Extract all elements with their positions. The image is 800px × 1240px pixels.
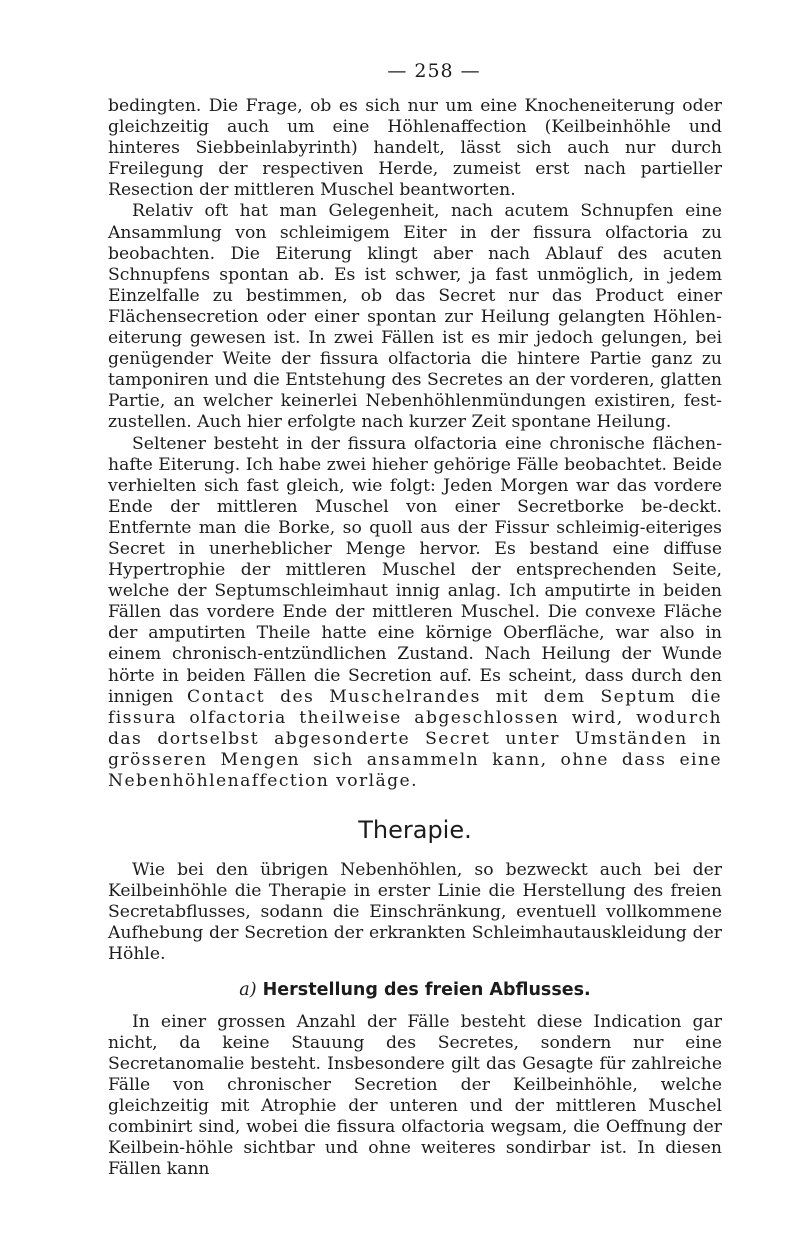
spaced-emphasis-text: Contact des Muschelrandes mit dem Septum die fissura olfactoria theilweise abgeschlossen wird, wodurch das dortselbst abgesonderte Secret unter Umständen in grösseren Mengen sich ansammeln kann, ohne dass eine Nebenhöhlenaffection vorläge.: [108, 686, 723, 791]
paragraph-chronic-suppuration: [108, 434, 722, 793]
paragraph-therapie: Wie bei den übrigen Nebenhöhlen, so bezweckt auch bei der Keilbeinhöhle die Therapie in erster Linie die Herstellung des freien Secretabflusses, sodann die Einschränkung, eventuell vollkommene Aufhebung der Secretion der erkrankten Schleimhautauskleidung der Höhle.: [108, 860, 722, 965]
page-number: — 258 —: [387, 60, 481, 82]
subsection-heading: [108, 980, 722, 1000]
subsection-letter: a): [239, 979, 257, 1000]
section-heading-therapie: Therapie.: [358, 816, 472, 845]
paragraph-acute-rhinitis: Relativ oft hat man Gelegenheit, nach acutem Schnupfen eine Ansammlung von schleimigem Eiter in der fissura olfactoria zu beobachten. Die Eiterung klingt aber nach Ablauf des acuten Schnupfens spontan ab. Es ist schwer, ja fast unmöglich, in jedem Einzelfalle zu bestimmen, ob das Secret nur das Product einer Flächensecretion oder einer spontan zur Heilung gelangten Höhlen-eiterung gewesen ist. In zwei Fällen ist es mir jedoch gelungen, bei genügender Weite der fissura olfactoria die hintere Partie ganz zu tamponiren und die Entstehung des Secretes an der vorderen, glatten Partie, an welcher keinerlei Nebenhöhlenmündungen existiren, fest-zustellen. Auch hier erfolgte nach kurzer Zeit spontane Heilung.: [108, 201, 722, 433]
paragraph-continuation: bedingten. Die Frage, ob es sich nur um eine Knocheneiterung oder gleichzeitig auch um eine Höhlenaffection (Keilbeinhöhle und hinteres Siebbeinlabyrinth) handelt, lässt sich auch nur durch Freilegung der respectiven Herde, zumeist erst nach partieller Resection der mittleren Muschel beantworten.: [108, 96, 722, 201]
paragraph-indication: In einer grossen Anzahl der Fälle besteht diese Indication gar nicht, da keine Stauung des Secretes, sondern nur eine Secretanomalie besteht. Insbesondere gilt das Gesagte für zahlreiche Fälle von chronischer Secretion der Keilbeinhöhle, welche gleichzeitig mit Atrophie der unteren und der mittleren Muschel combinirt sind, wobei die fissura olfactoria wegsam, die Oeffnung der Keilbein-höhle sichtbar und ohne weiteres sondirbar ist. In diesen Fällen kann: [108, 1011, 722, 1180]
paragraph-chronic-text: Seltener besteht in der fissura olfactoria eine chronische flächen-hafte Eiterung. Ich habe zwei hieher gehörige Fälle beobachtet. Beide verhielten sich fast gleich, wie folgt: Jeden Morgen war das vordere Ende der mittleren Muschel von einer Secretborke be-deckt. Entfernte man die Borke, so quoll aus der Fissur schleimig-eiteriges Secret in unerheblicher Menge hervor. Es bestand eine diffuse Hypertrophie der mittleren Muschel der entsprechenden Seite, welche der Septumschleimhaut innig anlag. Ich amputirte in beiden Fällen das vordere Ende der mittleren Muschel. Die convexe Fläche der amputirten Theile hatte eine körnige Oberfläche, war also in einem chronisch-entzündlichen Zustand. Nach Heilung der Wunde hörte in beiden Fällen die Secretion auf. Es scheint, dass durch den innigen: [108, 433, 722, 707]
subsection-title: Herstellung des freien Abflusses.: [262, 979, 591, 1000]
book-page: [108, 60, 722, 1180]
